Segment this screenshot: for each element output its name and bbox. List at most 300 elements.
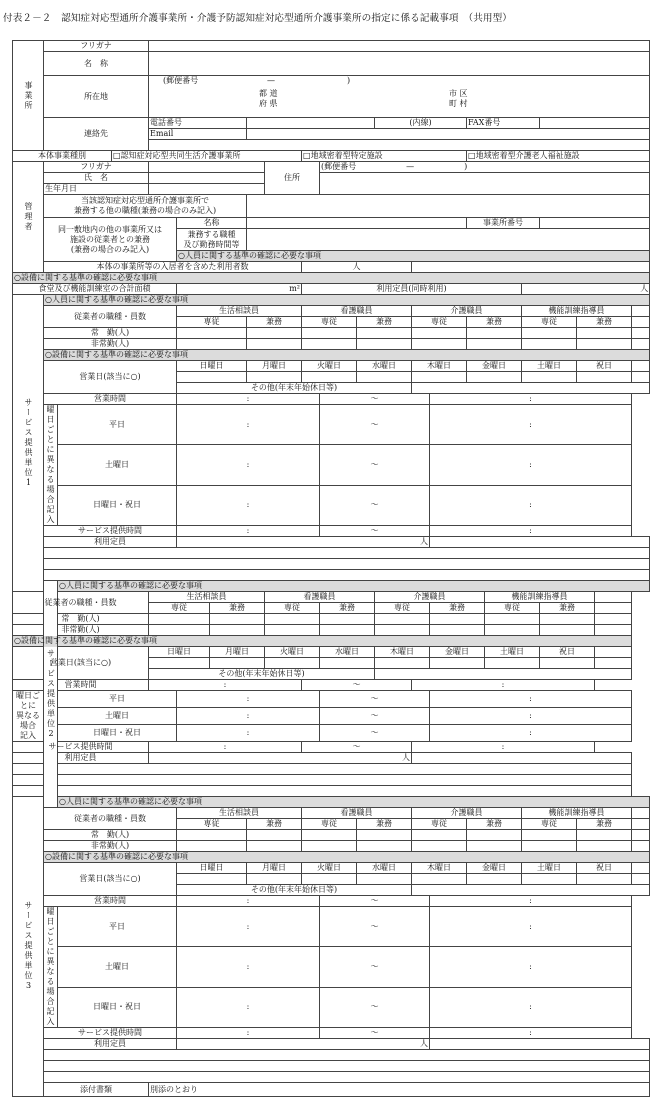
form-input-cell[interactable] bbox=[412, 753, 632, 764]
form-input-cell[interactable] bbox=[632, 361, 650, 372]
form-input-cell[interactable] bbox=[44, 548, 650, 559]
form-label: 〜 bbox=[320, 445, 430, 485]
form-input-cell[interactable] bbox=[210, 614, 265, 625]
form-label: 木曜日 bbox=[412, 863, 467, 874]
form-label: 営業時間 bbox=[44, 896, 177, 907]
form-input-cell[interactable] bbox=[577, 328, 632, 339]
form-label: 兼務 bbox=[247, 819, 302, 830]
form-input-cell[interactable] bbox=[177, 830, 247, 841]
form-label: 営業日(該当に○) bbox=[44, 863, 177, 896]
form-label: 金曜日 bbox=[430, 647, 485, 658]
form-input-cell[interactable] bbox=[149, 625, 210, 636]
form-label: ○人員に関する基準の確認に必要な事項 bbox=[58, 797, 650, 808]
form-input-cell[interactable] bbox=[540, 118, 650, 129]
form-label: : bbox=[177, 987, 320, 1027]
form-input-cell[interactable] bbox=[485, 614, 540, 625]
form-label: 〜 bbox=[320, 1028, 430, 1039]
form-input-cell[interactable] bbox=[247, 229, 650, 251]
form-input-cell[interactable] bbox=[375, 625, 430, 636]
form-label: サービス提供時間 bbox=[13, 742, 149, 753]
form-label: サービス提供時間 bbox=[44, 1028, 177, 1039]
form-row bbox=[13, 786, 650, 797]
form-row bbox=[13, 1050, 650, 1061]
form-input-cell[interactable] bbox=[522, 372, 577, 383]
form-input-cell[interactable] bbox=[430, 625, 485, 636]
form-label: 専従 bbox=[177, 819, 247, 830]
form-row bbox=[13, 896, 650, 907]
form-input-cell[interactable] bbox=[412, 262, 650, 273]
form-input-cell[interactable] bbox=[320, 658, 375, 669]
unit-label-prefix: サービス提供単位 bbox=[24, 901, 33, 981]
form-input-cell[interactable] bbox=[247, 841, 302, 852]
form-label: : bbox=[430, 526, 632, 537]
form-label: : bbox=[177, 485, 320, 525]
form-input-cell[interactable] bbox=[467, 328, 522, 339]
form-input-cell[interactable] bbox=[595, 603, 632, 614]
form-label: 非常勤(人) bbox=[44, 339, 177, 350]
form-label: 兼務する職種 及び勤務時間等 bbox=[177, 229, 247, 251]
form-input-cell[interactable] bbox=[13, 775, 632, 786]
form-label: : bbox=[177, 907, 320, 947]
form-label: 〜 bbox=[320, 725, 430, 742]
form-label: 兼務 bbox=[467, 819, 522, 830]
form-input-cell[interactable] bbox=[357, 372, 412, 383]
form-label: 火曜日 bbox=[265, 647, 320, 658]
form-input-cell[interactable] bbox=[247, 328, 302, 339]
form-label: 当該認知症対応型通所介護事業所で 兼務する他の職種(兼務の場合のみ記入) bbox=[44, 195, 247, 218]
form-label: 営業日(該当に○) bbox=[44, 361, 177, 394]
jigyosho-address-field[interactable] bbox=[149, 76, 650, 118]
form-input-cell[interactable] bbox=[247, 372, 302, 383]
form-label: 人 bbox=[522, 284, 650, 295]
form-label: 人 bbox=[177, 537, 430, 548]
form-row bbox=[13, 742, 650, 753]
form-label: : bbox=[177, 947, 320, 987]
form-row bbox=[13, 764, 650, 775]
form-label: 介護職員 bbox=[375, 592, 485, 603]
form-label: 専従 bbox=[302, 819, 357, 830]
form-label: : bbox=[430, 896, 632, 907]
form-label: 従業者の職種・員数 bbox=[44, 808, 177, 830]
form-input-cell[interactable] bbox=[540, 658, 595, 669]
form-row bbox=[13, 947, 650, 987]
form-input-cell[interactable] bbox=[44, 1061, 650, 1072]
form-row bbox=[13, 841, 650, 852]
form-input-cell[interactable] bbox=[522, 339, 577, 350]
form-input-cell[interactable] bbox=[632, 819, 650, 830]
form-input-cell[interactable] bbox=[540, 218, 650, 229]
form-input-cell[interactable] bbox=[265, 614, 320, 625]
form-input-cell[interactable] bbox=[357, 328, 412, 339]
form-input-cell[interactable] bbox=[412, 874, 467, 885]
form-label: ○設備に関する基準の確認に必要な事項 bbox=[44, 350, 650, 361]
form-label: 人 bbox=[177, 1039, 430, 1050]
form-label: 〜 bbox=[320, 907, 430, 947]
jigyosho-name-field[interactable] bbox=[149, 52, 650, 76]
unit-label-number: 1 bbox=[24, 477, 33, 489]
form-label: 専従 bbox=[522, 317, 577, 328]
form-input-cell[interactable] bbox=[412, 383, 650, 394]
form-input-cell[interactable] bbox=[302, 874, 357, 885]
form-input-cell[interactable] bbox=[632, 339, 650, 350]
form-label: サービス提供時間 bbox=[44, 526, 177, 537]
form-label: : bbox=[177, 526, 320, 537]
form-input-cell[interactable] bbox=[177, 874, 247, 885]
form-input-cell[interactable] bbox=[412, 372, 467, 383]
form-input-cell[interactable] bbox=[595, 658, 632, 669]
form-label: 常 勤(人) bbox=[44, 328, 177, 339]
form-label: 専従 bbox=[302, 317, 357, 328]
form-label: □地域密着型介護老人福祉施設 bbox=[467, 151, 650, 162]
form-input-cell[interactable] bbox=[177, 841, 247, 852]
form-input-cell[interactable] bbox=[149, 140, 650, 151]
form-row bbox=[13, 537, 650, 548]
form-label: 専従 bbox=[375, 603, 430, 614]
kanrisha-address-postal[interactable] bbox=[320, 162, 650, 173]
form-input-cell[interactable] bbox=[13, 786, 632, 797]
form-input-cell[interactable] bbox=[430, 614, 485, 625]
form-input-cell[interactable] bbox=[632, 372, 650, 383]
form-row bbox=[13, 405, 650, 445]
form-input-cell[interactable] bbox=[522, 841, 577, 852]
form-input-cell[interactable] bbox=[467, 830, 522, 841]
form-row bbox=[13, 592, 650, 603]
form-input-cell[interactable] bbox=[210, 625, 265, 636]
postal-close: ) bbox=[347, 76, 351, 85]
form-input-cell[interactable] bbox=[149, 614, 210, 625]
form-label: : bbox=[177, 405, 320, 445]
form-label: m² bbox=[177, 284, 302, 295]
form-label: 専従 bbox=[522, 819, 577, 830]
application-form-table bbox=[12, 40, 650, 1097]
form-input-cell[interactable] bbox=[320, 173, 650, 195]
form-input-cell[interactable] bbox=[577, 874, 632, 885]
form-input-cell[interactable] bbox=[522, 328, 577, 339]
form-label: : bbox=[412, 680, 595, 691]
form-label: 看護職員 bbox=[302, 808, 412, 819]
form-input-cell[interactable] bbox=[44, 1050, 650, 1061]
form-row bbox=[13, 1061, 650, 1072]
form-label: 機能訓練指導員 bbox=[485, 592, 595, 603]
form-input-cell[interactable] bbox=[247, 874, 302, 885]
form-label: 機能訓練指導員 bbox=[522, 808, 632, 819]
form-label: 曜日ごとに 異なる場合 記入 bbox=[44, 907, 58, 1028]
form-label: 専従 bbox=[485, 603, 540, 614]
form-input-cell[interactable] bbox=[247, 129, 650, 140]
form-input-cell[interactable] bbox=[265, 658, 320, 669]
form-input-cell[interactable] bbox=[13, 764, 632, 775]
form-label: 同一敷地内の他の事業所又は 施設の従業者との兼務 (兼務の場合のみ記入) bbox=[44, 218, 177, 262]
form-input-cell[interactable] bbox=[149, 184, 265, 195]
form-input-cell[interactable] bbox=[467, 339, 522, 350]
postal-label: (郵便番号 bbox=[321, 162, 357, 171]
form-label: 〜 bbox=[320, 394, 430, 405]
form-row bbox=[13, 559, 650, 570]
form-input-cell[interactable] bbox=[247, 830, 302, 841]
form-label: : bbox=[412, 742, 595, 753]
form-label: : bbox=[177, 725, 320, 742]
form-label: 専従 bbox=[177, 317, 247, 328]
form-label: : bbox=[430, 405, 632, 445]
form-input-cell[interactable] bbox=[540, 614, 595, 625]
form-row bbox=[13, 636, 650, 647]
form-input-cell[interactable] bbox=[320, 625, 375, 636]
form-label: 〜 bbox=[320, 896, 430, 907]
form-label: 兼務 bbox=[247, 317, 302, 328]
form-input-cell[interactable] bbox=[375, 669, 632, 680]
form-input-cell[interactable] bbox=[430, 1039, 650, 1050]
form-label: ○人員に関する基準の確認に必要な事項 bbox=[58, 581, 650, 592]
form-input-cell[interactable] bbox=[320, 614, 375, 625]
form-row bbox=[13, 830, 650, 841]
form-row bbox=[13, 173, 650, 184]
form-label: : bbox=[430, 445, 632, 485]
form-input-cell[interactable] bbox=[44, 1072, 650, 1083]
form-input-cell[interactable] bbox=[44, 570, 650, 581]
form-input-cell[interactable] bbox=[177, 372, 247, 383]
form-row bbox=[13, 797, 650, 808]
form-label: 平日 bbox=[58, 405, 177, 445]
form-label: 兼務 bbox=[467, 317, 522, 328]
form-label: 営業日(該当に○) bbox=[13, 647, 149, 680]
form-input-cell[interactable] bbox=[430, 658, 485, 669]
form-label: 〜 bbox=[320, 947, 430, 987]
form-input-cell[interactable] bbox=[595, 647, 632, 658]
form-label: 事業所番号 bbox=[467, 218, 540, 229]
form-label: 木曜日 bbox=[412, 361, 467, 372]
form-label: 曜日ごとに 異なる場合 記入 bbox=[13, 691, 44, 742]
form-input-cell[interactable] bbox=[540, 625, 595, 636]
form-row bbox=[13, 218, 650, 229]
form-row bbox=[13, 262, 650, 273]
form-label: 専従 bbox=[412, 317, 467, 328]
form-label: 土曜日 bbox=[58, 708, 177, 725]
form-input-cell[interactable] bbox=[412, 885, 650, 896]
form-label: ○設備に関する基準の確認に必要な事項 bbox=[44, 852, 650, 863]
form-label: 専従 bbox=[412, 819, 467, 830]
form-row bbox=[13, 162, 650, 173]
form-label: 介護職員 bbox=[412, 306, 522, 317]
form-input-cell[interactable] bbox=[265, 625, 320, 636]
form-input-cell[interactable] bbox=[357, 339, 412, 350]
form-row bbox=[13, 118, 650, 129]
form-label: 〜 bbox=[320, 691, 430, 708]
form-label: 電話番号 bbox=[149, 118, 247, 129]
form-label: その他(年末年始休日等) bbox=[149, 669, 375, 680]
form-label: 日曜日・祝日 bbox=[58, 987, 177, 1027]
form-input-cell[interactable] bbox=[430, 537, 650, 548]
form-row bbox=[13, 151, 650, 162]
form-row bbox=[13, 852, 650, 863]
form-label: 祝日 bbox=[540, 647, 595, 658]
form-row bbox=[13, 394, 650, 405]
form-row bbox=[13, 1028, 650, 1039]
form-label: : bbox=[177, 1028, 320, 1039]
form-row bbox=[13, 581, 650, 592]
form-input-cell[interactable] bbox=[302, 372, 357, 383]
unit-label-prefix: サービス提供単位 bbox=[46, 648, 56, 729]
form-input-cell[interactable] bbox=[149, 173, 265, 184]
form-label: その他(年末年始休日等) bbox=[177, 885, 412, 896]
form-input-cell[interactable] bbox=[467, 841, 522, 852]
form-input-cell[interactable] bbox=[149, 658, 210, 669]
form-label: 名称 bbox=[177, 218, 247, 229]
form-input-cell[interactable] bbox=[412, 830, 467, 841]
form-label: 日曜日・祝日 bbox=[58, 725, 177, 742]
form-label: : bbox=[177, 708, 320, 725]
form-row bbox=[13, 328, 650, 339]
form-input-cell[interactable] bbox=[577, 372, 632, 383]
form-input-cell[interactable] bbox=[302, 339, 357, 350]
page-title: 付表２－２ 認知症対応型通所介護事業所・介護予防認知症対応型通所介護事業所の指定に係る記載事項 （共用型） bbox=[3, 13, 512, 24]
form-label: : bbox=[430, 725, 632, 742]
form-input-cell[interactable] bbox=[375, 614, 430, 625]
form-label: □地域密着型特定施設 bbox=[302, 151, 467, 162]
form-label: 添付書類 bbox=[44, 1083, 149, 1097]
postal-close: ) bbox=[464, 162, 468, 171]
form-input-cell[interactable] bbox=[177, 339, 247, 350]
form-label: : bbox=[430, 907, 632, 947]
form-label: 連絡先 bbox=[44, 118, 149, 151]
form-label: 兼務 bbox=[210, 603, 265, 614]
form-label: : bbox=[177, 445, 320, 485]
form-label: 〜 bbox=[320, 405, 430, 445]
form-label: 〜 bbox=[320, 485, 430, 525]
form-input-cell[interactable] bbox=[485, 625, 540, 636]
form-label: 土曜日 bbox=[58, 445, 177, 485]
form-label: フリガナ bbox=[44, 41, 149, 52]
form-label: 木曜日 bbox=[375, 647, 430, 658]
form-input-cell[interactable] bbox=[577, 830, 632, 841]
form-label: 介護職員 bbox=[412, 808, 522, 819]
form-row bbox=[13, 680, 650, 691]
form-input-cell[interactable] bbox=[595, 614, 632, 625]
form-input-cell[interactable] bbox=[302, 830, 357, 841]
form-input-cell[interactable] bbox=[577, 339, 632, 350]
form-input-cell[interactable] bbox=[412, 841, 467, 852]
form-input-cell[interactable] bbox=[149, 41, 650, 52]
form-input-cell[interactable] bbox=[44, 559, 650, 570]
form-input-cell[interactable] bbox=[595, 592, 632, 603]
form-input-cell[interactable] bbox=[632, 328, 650, 339]
form-input-cell[interactable] bbox=[302, 841, 357, 852]
form-label: 月曜日 bbox=[247, 361, 302, 372]
form-label: 営業時間 bbox=[13, 680, 149, 691]
form-label: 金曜日 bbox=[467, 863, 522, 874]
form-label: 生活相談員 bbox=[177, 306, 302, 317]
form-row bbox=[13, 775, 650, 786]
form-label: 人 bbox=[149, 753, 412, 764]
form-label: 生年月日 bbox=[44, 184, 149, 195]
form-label: 土曜日 bbox=[485, 647, 540, 658]
form-row bbox=[13, 195, 650, 218]
form-input-cell[interactable] bbox=[632, 841, 650, 852]
form-input-cell[interactable] bbox=[357, 830, 412, 841]
form-input-cell[interactable] bbox=[485, 658, 540, 669]
form-input-cell[interactable] bbox=[632, 874, 650, 885]
todofuken-label: 都 道 府 県 bbox=[259, 89, 278, 108]
form-label: 看護職員 bbox=[302, 306, 412, 317]
form-input-cell[interactable] bbox=[522, 830, 577, 841]
form-label: 利用定員 bbox=[13, 753, 149, 764]
form-input-cell[interactable] bbox=[632, 306, 650, 317]
form-input-cell[interactable] bbox=[302, 328, 357, 339]
form-label: 火曜日 bbox=[302, 863, 357, 874]
form-label: 所在地 bbox=[44, 76, 149, 118]
form-label: 別添のとおり bbox=[149, 1083, 650, 1097]
form-label: 〜 bbox=[302, 680, 412, 691]
form-input-cell[interactable] bbox=[210, 658, 265, 669]
form-input-cell[interactable] bbox=[577, 841, 632, 852]
form-input-cell[interactable] bbox=[357, 874, 412, 885]
form-row bbox=[13, 725, 650, 742]
form-label: 従業者の職種・員数 bbox=[44, 306, 177, 328]
form-input-cell[interactable] bbox=[247, 339, 302, 350]
form-label: 利用定員 bbox=[44, 537, 177, 548]
form-input-cell[interactable] bbox=[632, 863, 650, 874]
form-label: : bbox=[177, 691, 320, 708]
form-input-cell[interactable] bbox=[595, 625, 632, 636]
form-label: □認知症対応型共同生活介護事業所 bbox=[112, 151, 302, 162]
form-input-cell[interactable] bbox=[522, 874, 577, 885]
form-input-cell[interactable] bbox=[247, 218, 467, 229]
form-label: 〜 bbox=[302, 742, 412, 753]
form-input-cell[interactable] bbox=[467, 874, 522, 885]
form-label: 食堂及び機能訓練室の合計面積 bbox=[13, 284, 177, 295]
form-row bbox=[13, 625, 650, 636]
form-row bbox=[13, 614, 650, 625]
form-label: : bbox=[430, 394, 632, 405]
form-input-cell[interactable] bbox=[247, 118, 375, 129]
service-unit-label bbox=[13, 295, 44, 592]
form-input-cell[interactable] bbox=[412, 328, 467, 339]
form-input-cell[interactable] bbox=[357, 841, 412, 852]
form-label: 生活相談員 bbox=[177, 808, 302, 819]
form-label: 兼務 bbox=[357, 819, 412, 830]
form-label: 祝日 bbox=[577, 361, 632, 372]
shikuchoson-label: 市 区 町 村 bbox=[449, 89, 468, 108]
form-label: 利用定員 bbox=[44, 1039, 177, 1050]
form-input-cell[interactable] bbox=[247, 195, 650, 218]
form-label: ○設備に関する基準の確認に必要な事項 bbox=[13, 636, 632, 647]
form-row bbox=[13, 295, 650, 306]
form-input-cell[interactable] bbox=[177, 328, 247, 339]
form-row bbox=[13, 808, 650, 819]
form-input-cell[interactable] bbox=[467, 372, 522, 383]
form-input-cell[interactable] bbox=[412, 339, 467, 350]
form-label: 専従 bbox=[149, 603, 210, 614]
form-row bbox=[13, 526, 650, 537]
form-input-cell[interactable] bbox=[632, 808, 650, 819]
form-label: 平日 bbox=[58, 907, 177, 947]
form-label: Email bbox=[149, 129, 247, 140]
form-label: 人 bbox=[302, 262, 412, 273]
form-label: FAX番号 bbox=[467, 118, 540, 129]
form-input-cell[interactable] bbox=[149, 162, 265, 173]
form-label: 常 勤(人) bbox=[13, 614, 149, 625]
form-label: 月曜日 bbox=[210, 647, 265, 658]
form-row bbox=[13, 41, 650, 52]
postal-label: (郵便番号 bbox=[163, 76, 199, 85]
form-input-cell[interactable] bbox=[632, 830, 650, 841]
section-label-jigyosho: 事業所 bbox=[13, 41, 44, 151]
form-row bbox=[13, 339, 650, 350]
form-label: 兼務 bbox=[577, 819, 632, 830]
service-unit-label bbox=[13, 797, 44, 1097]
form-input-cell[interactable] bbox=[375, 658, 430, 669]
form-row bbox=[13, 350, 650, 361]
form-input-cell[interactable] bbox=[632, 317, 650, 328]
